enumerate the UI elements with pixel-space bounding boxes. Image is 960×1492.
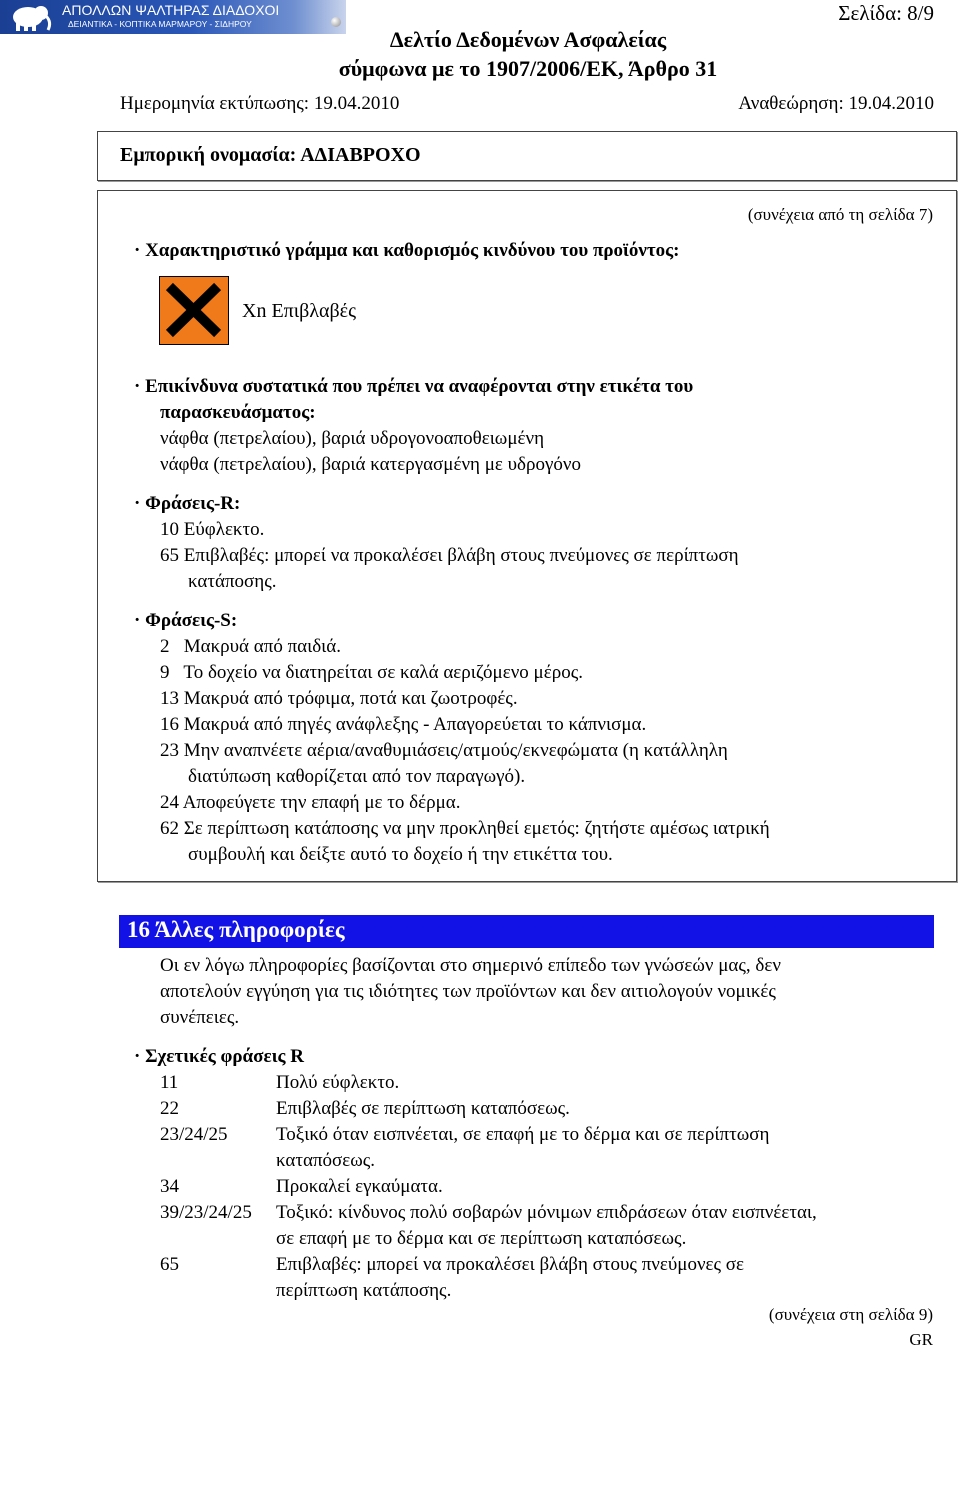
ingredients-heading-cont: παρασκευάσματος:: [160, 402, 316, 423]
s-phrase-cont: συμβουλή και δείξτε αυτό το δοχείο ή την ετικέττα του.: [188, 844, 613, 865]
ingredient-item: νάφθα (πετρελαίου), βαριά κατεργασμένη με υδρογόνο: [160, 454, 581, 475]
related-r-row: [0, 1228, 960, 1254]
r-phrase-cont: κατάποσης.: [188, 571, 277, 592]
related-r-row: [0, 1280, 960, 1306]
r-text: Τοξικό: κίνδυνος πολύ σοβαρών μόνιμων επιδράσεων όταν εισπνέεται,: [276, 1202, 817, 1223]
print-date: Ημερομηνία εκτύπωσης: 19.04.2010: [120, 93, 400, 114]
section-16-header: [119, 915, 934, 948]
related-r-row: [0, 1124, 960, 1150]
continued-to-label: (συνέχεια στη σελίδα 9): [768, 1305, 933, 1324]
page-number: Σελίδα: 8/9: [838, 1, 934, 25]
r-phrase: 10 Εύφλεκτο.: [160, 519, 265, 540]
ingredients-heading: · Επικίνδυνα συστατικά που πρέπει να αναφέρονται στην ετικέτα του: [134, 376, 694, 397]
r-text: περίπτωση κατάποσης.: [276, 1280, 452, 1301]
r-text: Προκαλεί εγκαύματα.: [276, 1176, 443, 1197]
s-phrases-heading: · Φράσεις-S:: [134, 610, 238, 631]
s-phrase: 13 Μακρυά από τρόφιμα, ποτά και ζωοτροφές.: [160, 688, 518, 709]
r-text: Επιβλαβές σε περίπτωση καταπόσεως.: [276, 1098, 570, 1119]
continued-from-label: (συνέχεια από τη σελίδα 7): [747, 205, 933, 224]
s-phrase-cont: διατύπωση καθορίζεται από τον παραγωγό).: [188, 766, 526, 787]
r-code: 39/23/24/25: [160, 1202, 252, 1223]
r-text: σε επαφή με το δέρμα και σε περίπτωση καταπόσεως.: [276, 1228, 687, 1249]
r-code: 65: [160, 1254, 179, 1275]
harmful-x-icon: [159, 276, 229, 345]
r-phrases-heading: · Φράσεις-R:: [134, 493, 241, 514]
r-code: 22: [160, 1098, 179, 1119]
logo-ball-icon: [331, 17, 341, 27]
s-phrase: 2 Μακρυά από παιδιά.: [160, 636, 341, 657]
intro-text: αποτελούν εγγύηση για τις ιδιότητες των προϊόντων και δεν αιτιολογούν νομικές: [160, 981, 776, 1002]
related-r-row: [0, 1202, 960, 1228]
r-text: Επιβλαβές: μπορεί να προκαλέσει βλάβη στους πνεύμονες σε: [276, 1254, 745, 1275]
s-phrase: 9 Το δοχείο να διατηρείται σε καλά αεριζόμενο μέρος.: [160, 662, 583, 683]
r-code: 34: [160, 1176, 179, 1197]
hazard-symbol-label: Xn Επιβλαβές: [242, 300, 356, 322]
trade-name-box: [97, 131, 957, 181]
section-16-title: 16 Άλλες πληροφορίες: [127, 917, 345, 942]
document-title: Δελτίο Δεδομένων Ασφαλείας: [389, 27, 667, 52]
related-r-row: [0, 1098, 960, 1124]
r-text: Πολύ εύφλεκτο.: [276, 1072, 400, 1093]
r-phrase: 65 Επιβλαβές: μπορεί να προκαλέσει βλάβη στους πνεύμονες σε περίπτωση: [160, 545, 739, 566]
document-subtitle: σύμφωνα με το 1907/2006/ΕΚ, Άρθρο 31: [338, 56, 718, 81]
intro-text: Οι εν λόγω πληροφορίες βασίζονται στο σημερινό επίπεδο των γνώσεών μας, δεν: [160, 955, 781, 976]
ingredient-item: νάφθα (πετρελαίου), βαριά υδρογονοαποθειωμένη: [160, 428, 545, 449]
language-code: GR: [909, 1330, 933, 1349]
company-name: ΑΠΟΛΛΩΝ ΨΑΛΤΗΡΑΣ ΔΙΑΔΟΧΟΙ: [62, 2, 280, 18]
company-tagline: ΔΕΙΑΝΤΙΚΑ - ΚΟΠΤΙΚΑ ΜΑΡΜΑΡΟΥ - ΣΙΔΗΡΟΥ: [68, 19, 252, 29]
related-r-row: [0, 1176, 960, 1202]
r-code: 23/24/25: [160, 1124, 228, 1145]
s-phrase: 62 Σε περίπτωση κατάποσης να μην προκληθεί εμετός: ζητήστε αμέσως ιατρική: [160, 818, 770, 839]
related-r-row: [0, 1072, 960, 1098]
r-text: Τοξικό όταν εισπνέεται, σε επαφή με το δέρμα και σε περίπτωση: [276, 1124, 770, 1145]
r-code: 11: [160, 1072, 179, 1093]
hazard-heading: · Χαρακτηριστικό γράμμα και καθορισμός κινδύνου του προϊόντος:: [134, 240, 680, 261]
s-phrase: 23 Μην αναπνέετε αέρια/αναθυμιάσεις/ατμούς/εκνεφώματα (η κατάλληλη: [160, 740, 728, 761]
s-phrase: 24 Αποφεύγετε την επαφή με το δέρμα.: [160, 792, 461, 813]
trade-name: Εμπορική ονομασία: ΑΔΙΑΒΡΟΧΟ: [120, 144, 421, 166]
revision-date: Αναθεώρηση: 19.04.2010: [738, 93, 934, 114]
related-r-heading: · Σχετικές φράσεις R: [134, 1046, 304, 1067]
related-r-row: [0, 1150, 960, 1176]
s-phrase: 16 Μακρυά από πηγές ανάφλεξης - Απαγορεύεται το κάπνισμα.: [160, 714, 647, 735]
related-r-row: [0, 1254, 960, 1280]
intro-text: συνέπειες.: [160, 1007, 240, 1028]
r-text: καταπόσεως.: [276, 1150, 376, 1171]
